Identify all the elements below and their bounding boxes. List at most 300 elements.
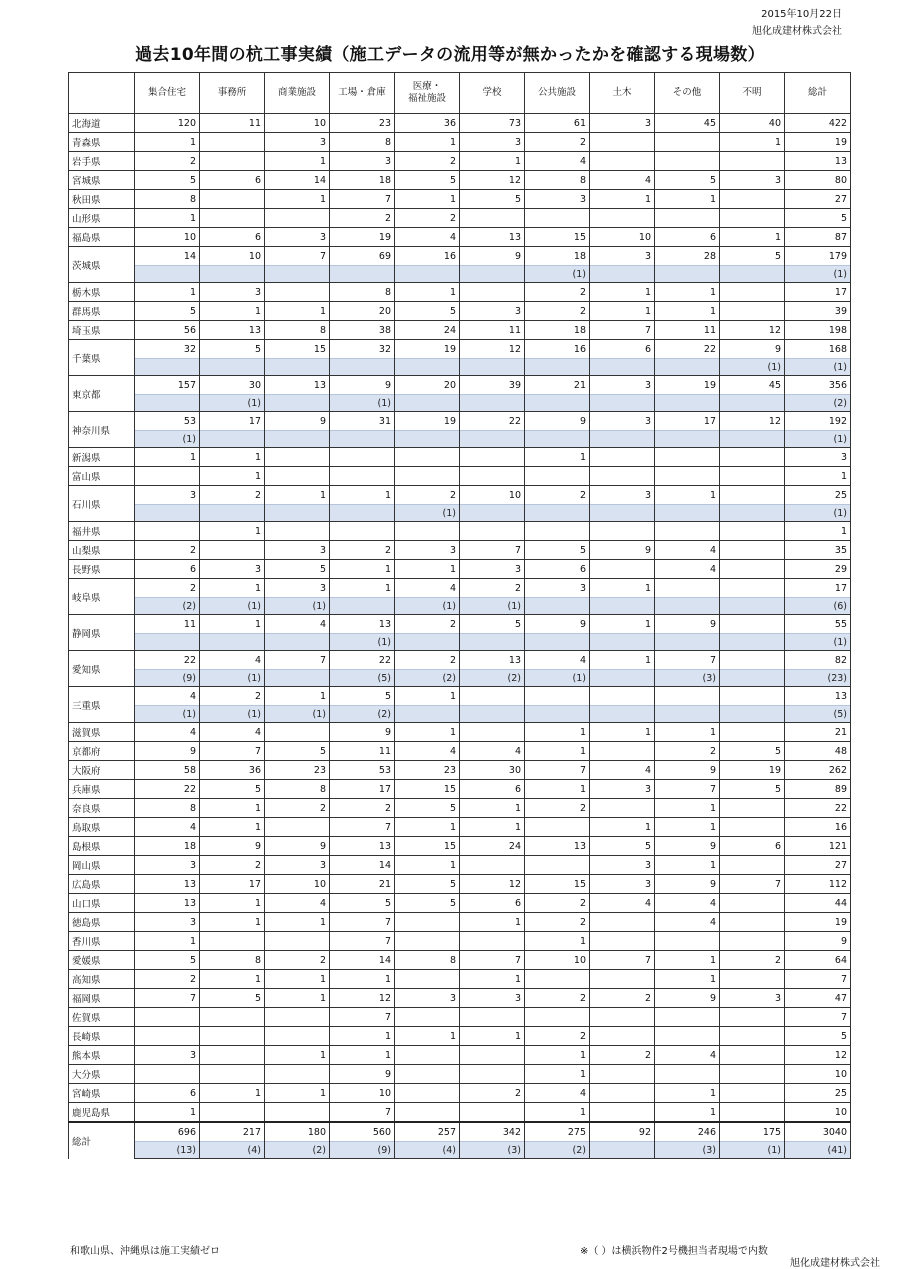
- count-cell: [720, 932, 785, 951]
- count-cell: 1: [265, 302, 330, 321]
- count-cell: 4: [525, 651, 590, 670]
- count-cell: [525, 856, 590, 875]
- count-cell: 13: [330, 615, 395, 634]
- subcount-cell: [330, 505, 395, 522]
- subcount-row: [69, 266, 851, 283]
- count-cell: [135, 467, 200, 486]
- subcount-cell: [265, 505, 330, 522]
- table-row: [69, 522, 851, 541]
- subcount-cell: (1): [525, 670, 590, 687]
- table-row: [69, 742, 851, 761]
- count-cell: 1: [655, 970, 720, 989]
- count-cell: 5: [330, 687, 395, 706]
- subcount-row: [69, 598, 851, 615]
- count-cell: 2: [395, 651, 460, 670]
- count-cell: 9: [265, 837, 330, 856]
- count-cell: 4: [655, 1046, 720, 1065]
- table-row: [69, 209, 851, 228]
- count-cell: 13: [135, 875, 200, 894]
- count-cell: [200, 1065, 265, 1084]
- subcount-cell: (1): [785, 505, 851, 522]
- prefecture-name: 千葉県: [69, 340, 135, 376]
- count-cell: [460, 1046, 525, 1065]
- subcount-cell: [720, 266, 785, 283]
- count-cell: 11: [330, 742, 395, 761]
- subcount-cell: [200, 505, 265, 522]
- count-cell: 2: [135, 152, 200, 171]
- count-cell: [395, 1046, 460, 1065]
- count-cell: 2: [395, 209, 460, 228]
- count-cell: 27: [785, 856, 851, 875]
- table-row: [69, 856, 851, 875]
- subcount-cell: [330, 359, 395, 376]
- subcount-cell: (9): [330, 1142, 395, 1159]
- count-cell: 12: [720, 412, 785, 431]
- count-cell: [460, 687, 525, 706]
- count-cell: 7: [460, 541, 525, 560]
- subcount-cell: (2): [330, 706, 395, 723]
- count-cell: [720, 152, 785, 171]
- table-row: [69, 799, 851, 818]
- subcount-cell: (41): [785, 1142, 851, 1159]
- count-cell: 7: [460, 951, 525, 970]
- count-cell: [590, 970, 655, 989]
- count-cell: 22: [330, 651, 395, 670]
- count-cell: [655, 448, 720, 467]
- count-cell: [720, 894, 785, 913]
- count-cell: 1: [655, 856, 720, 875]
- prefecture-name: 富山県: [69, 467, 135, 486]
- count-cell: 10: [265, 114, 330, 133]
- count-cell: 2: [200, 687, 265, 706]
- count-cell: 2: [330, 799, 395, 818]
- count-cell: 12: [460, 875, 525, 894]
- subcount-cell: [590, 359, 655, 376]
- count-cell: [720, 522, 785, 541]
- page-title: 過去10年間の杭工事実績（施工データの流用等が無かったかを確認する現場数）: [135, 45, 765, 65]
- count-cell: 1: [655, 799, 720, 818]
- count-cell: 3: [590, 376, 655, 395]
- count-cell: 3: [590, 114, 655, 133]
- count-cell: 5: [395, 875, 460, 894]
- subcount-cell: [655, 598, 720, 615]
- count-cell: 6: [135, 1084, 200, 1103]
- count-cell: 1: [200, 818, 265, 837]
- count-cell: 1: [265, 970, 330, 989]
- count-cell: 6: [720, 837, 785, 856]
- prefecture-name: 長野県: [69, 560, 135, 579]
- table-row: [69, 321, 851, 340]
- table-row: [69, 152, 851, 171]
- count-cell: 22: [460, 412, 525, 431]
- subcount-cell: [200, 266, 265, 283]
- count-cell: [395, 522, 460, 541]
- count-cell: 168: [785, 340, 851, 359]
- table-row: [69, 376, 851, 395]
- count-cell: 4: [525, 1084, 590, 1103]
- count-cell: 87: [785, 228, 851, 247]
- count-cell: 5: [395, 171, 460, 190]
- subcount-cell: [135, 359, 200, 376]
- count-cell: 192: [785, 412, 851, 431]
- subcount-cell: [265, 266, 330, 283]
- count-cell: 2: [330, 209, 395, 228]
- count-cell: [720, 209, 785, 228]
- count-cell: [720, 448, 785, 467]
- count-cell: 2: [655, 742, 720, 761]
- count-cell: [460, 856, 525, 875]
- count-cell: [590, 1008, 655, 1027]
- count-cell: 1: [265, 913, 330, 932]
- table-row: [69, 761, 851, 780]
- count-cell: [720, 467, 785, 486]
- count-cell: 13: [785, 152, 851, 171]
- count-cell: 1: [200, 799, 265, 818]
- count-cell: [655, 522, 720, 541]
- count-cell: 2: [525, 799, 590, 818]
- subcount-cell: [655, 266, 720, 283]
- count-cell: 2: [460, 579, 525, 598]
- count-cell: 5: [135, 951, 200, 970]
- count-cell: 4: [590, 894, 655, 913]
- count-cell: [330, 522, 395, 541]
- subcount-cell: [200, 359, 265, 376]
- count-cell: 3: [265, 856, 330, 875]
- prefecture-name: 神奈川県: [69, 412, 135, 448]
- count-cell: 1: [135, 1103, 200, 1123]
- count-cell: 5: [785, 1027, 851, 1046]
- count-cell: 39: [785, 302, 851, 321]
- count-cell: 1: [655, 1084, 720, 1103]
- subcount-cell: [655, 505, 720, 522]
- count-cell: 13: [200, 321, 265, 340]
- subcount-row: [69, 634, 851, 651]
- prefecture-name: 石川県: [69, 486, 135, 522]
- table-row: [69, 133, 851, 152]
- count-cell: 1: [525, 1046, 590, 1065]
- subcount-cell: [330, 431, 395, 448]
- count-cell: 13: [525, 837, 590, 856]
- count-cell: 5: [785, 209, 851, 228]
- count-cell: 1: [200, 467, 265, 486]
- count-cell: 14: [135, 247, 200, 266]
- count-cell: 1: [330, 579, 395, 598]
- count-cell: [460, 723, 525, 742]
- count-cell: 2: [200, 486, 265, 505]
- count-cell: [590, 799, 655, 818]
- count-cell: [525, 522, 590, 541]
- count-cell: 17: [785, 283, 851, 302]
- table-row: [69, 951, 851, 970]
- subcount-cell: [460, 634, 525, 651]
- count-cell: 8: [135, 799, 200, 818]
- count-cell: [460, 1008, 525, 1027]
- count-cell: [590, 209, 655, 228]
- count-cell: 8: [330, 133, 395, 152]
- count-cell: 4: [460, 742, 525, 761]
- count-cell: 2: [395, 152, 460, 171]
- count-cell: [590, 687, 655, 706]
- count-cell: [720, 1027, 785, 1046]
- count-cell: 5: [460, 615, 525, 634]
- count-cell: 17: [655, 412, 720, 431]
- count-cell: [590, 522, 655, 541]
- count-cell: 3040: [785, 1122, 851, 1142]
- column-header: 不明: [720, 73, 785, 114]
- subcount-cell: [590, 706, 655, 723]
- count-cell: 9: [655, 875, 720, 894]
- count-cell: 1: [265, 989, 330, 1008]
- table-row: [69, 818, 851, 837]
- subcount-cell: [590, 395, 655, 412]
- table-row: [69, 913, 851, 932]
- count-cell: 6: [200, 228, 265, 247]
- count-cell: 44: [785, 894, 851, 913]
- count-cell: 121: [785, 837, 851, 856]
- count-cell: 422: [785, 114, 851, 133]
- prefecture-name: 岡山県: [69, 856, 135, 875]
- subcount-cell: (1): [395, 598, 460, 615]
- count-cell: [395, 932, 460, 951]
- count-cell: 1: [200, 448, 265, 467]
- count-cell: 1: [395, 687, 460, 706]
- count-cell: [265, 723, 330, 742]
- count-cell: [720, 1084, 785, 1103]
- count-cell: 1: [590, 615, 655, 634]
- count-cell: 1: [330, 970, 395, 989]
- table-row: [69, 467, 851, 486]
- subcount-cell: (1): [785, 634, 851, 651]
- subcount-cell: (1): [200, 706, 265, 723]
- count-cell: 61: [525, 114, 590, 133]
- count-cell: 23: [265, 761, 330, 780]
- count-cell: 13: [330, 837, 395, 856]
- count-cell: 7: [720, 875, 785, 894]
- subcount-cell: [590, 670, 655, 687]
- count-cell: [720, 1065, 785, 1084]
- count-cell: 4: [590, 761, 655, 780]
- count-cell: 2: [525, 283, 590, 302]
- count-cell: 4: [590, 171, 655, 190]
- count-cell: 7: [200, 742, 265, 761]
- count-cell: 7: [330, 1103, 395, 1123]
- subcount-cell: [135, 505, 200, 522]
- count-cell: 3: [720, 989, 785, 1008]
- count-cell: [720, 687, 785, 706]
- count-cell: 18: [525, 321, 590, 340]
- count-cell: [460, 448, 525, 467]
- count-cell: 13: [135, 894, 200, 913]
- column-header: 学校: [460, 73, 525, 114]
- subcount-cell: [395, 359, 460, 376]
- subcount-cell: [655, 359, 720, 376]
- column-header: 事務所: [200, 73, 265, 114]
- count-cell: 80: [785, 171, 851, 190]
- count-cell: [200, 1008, 265, 1027]
- subcount-cell: [720, 706, 785, 723]
- prefecture-name: 島根県: [69, 837, 135, 856]
- count-cell: 1: [330, 1027, 395, 1046]
- count-cell: 5: [200, 340, 265, 359]
- header-corner: [69, 73, 135, 114]
- prefecture-name: 宮城県: [69, 171, 135, 190]
- subcount-cell: [265, 359, 330, 376]
- prefecture-name: 山形県: [69, 209, 135, 228]
- count-cell: 2: [525, 913, 590, 932]
- count-cell: 16: [785, 818, 851, 837]
- count-cell: 16: [395, 247, 460, 266]
- prefecture-name: 鳥取県: [69, 818, 135, 837]
- count-cell: 3: [135, 856, 200, 875]
- table-row: [69, 932, 851, 951]
- count-cell: 19: [720, 761, 785, 780]
- subcount-cell: [655, 395, 720, 412]
- count-cell: 1: [395, 856, 460, 875]
- count-cell: 8: [330, 283, 395, 302]
- count-cell: 29: [785, 560, 851, 579]
- count-cell: 3: [265, 579, 330, 598]
- count-cell: 9: [135, 742, 200, 761]
- count-cell: 1: [395, 1027, 460, 1046]
- count-cell: 12: [330, 989, 395, 1008]
- count-cell: 1: [525, 1065, 590, 1084]
- count-cell: 6: [590, 340, 655, 359]
- count-cell: 38: [330, 321, 395, 340]
- count-cell: 20: [330, 302, 395, 321]
- count-cell: 1: [590, 302, 655, 321]
- count-cell: 1: [525, 448, 590, 467]
- subcount-cell: (1): [200, 395, 265, 412]
- prefecture-name: 宮崎県: [69, 1084, 135, 1103]
- report-date: 2015年10月22日: [761, 9, 842, 20]
- table-row: [69, 340, 851, 359]
- count-cell: 4: [395, 228, 460, 247]
- count-cell: 1: [460, 152, 525, 171]
- column-header: 医療・ 福祉施設: [395, 73, 460, 114]
- subcount-row: [69, 706, 851, 723]
- count-cell: [590, 152, 655, 171]
- count-cell: [655, 209, 720, 228]
- company-name-header: 旭化成建材株式会社: [752, 26, 842, 37]
- count-cell: 1: [200, 894, 265, 913]
- count-cell: [135, 522, 200, 541]
- subcount-row: [69, 1142, 851, 1159]
- prefecture-name: 兵庫県: [69, 780, 135, 799]
- prefecture-name: 愛媛県: [69, 951, 135, 970]
- count-cell: 7: [330, 1008, 395, 1027]
- subcount-cell: (9): [135, 670, 200, 687]
- subcount-cell: [460, 706, 525, 723]
- count-cell: 1: [395, 190, 460, 209]
- count-cell: [460, 467, 525, 486]
- count-cell: [460, 283, 525, 302]
- count-cell: [720, 856, 785, 875]
- subcount-cell: [135, 395, 200, 412]
- count-cell: [720, 1046, 785, 1065]
- count-cell: [655, 932, 720, 951]
- count-cell: 18: [135, 837, 200, 856]
- count-cell: 275: [525, 1122, 590, 1142]
- subcount-cell: (4): [395, 1142, 460, 1159]
- count-cell: [720, 615, 785, 634]
- count-cell: 24: [395, 321, 460, 340]
- count-cell: [265, 209, 330, 228]
- count-cell: 8: [525, 171, 590, 190]
- prefecture-name: 茨城県: [69, 247, 135, 283]
- count-cell: 3: [590, 780, 655, 799]
- count-cell: 4: [655, 894, 720, 913]
- count-cell: 18: [330, 171, 395, 190]
- subcount-cell: (1): [265, 706, 330, 723]
- subcount-cell: (6): [785, 598, 851, 615]
- count-cell: 11: [135, 615, 200, 634]
- count-cell: 3: [265, 541, 330, 560]
- count-cell: 11: [460, 321, 525, 340]
- count-cell: [395, 1103, 460, 1123]
- count-cell: 560: [330, 1122, 395, 1142]
- subcount-cell: [330, 266, 395, 283]
- table-row: [69, 1027, 851, 1046]
- subcount-cell: (3): [460, 1142, 525, 1159]
- count-cell: [655, 687, 720, 706]
- count-cell: 56: [135, 321, 200, 340]
- subcount-cell: [720, 634, 785, 651]
- count-cell: 5: [135, 171, 200, 190]
- count-cell: 5: [590, 837, 655, 856]
- count-cell: 10: [525, 951, 590, 970]
- count-cell: [720, 541, 785, 560]
- count-cell: 3: [590, 486, 655, 505]
- count-cell: 3: [200, 560, 265, 579]
- count-cell: 47: [785, 989, 851, 1008]
- table-row: [69, 1084, 851, 1103]
- count-cell: 6: [460, 894, 525, 913]
- subcount-cell: [525, 359, 590, 376]
- table-row: [69, 651, 851, 670]
- count-cell: [720, 579, 785, 598]
- subcount-row: [69, 670, 851, 687]
- count-cell: 25: [785, 1084, 851, 1103]
- count-cell: 19: [655, 376, 720, 395]
- count-cell: 1: [590, 283, 655, 302]
- count-cell: 2: [590, 989, 655, 1008]
- count-cell: 1: [525, 780, 590, 799]
- count-cell: 5: [395, 302, 460, 321]
- count-cell: 9: [460, 247, 525, 266]
- count-cell: 342: [460, 1122, 525, 1142]
- subcount-cell: [590, 266, 655, 283]
- count-cell: 257: [395, 1122, 460, 1142]
- table-row: [69, 579, 851, 598]
- count-cell: 36: [395, 114, 460, 133]
- column-header: 土木: [590, 73, 655, 114]
- count-cell: 5: [200, 780, 265, 799]
- table-row: [69, 448, 851, 467]
- count-cell: [720, 913, 785, 932]
- count-cell: 1: [135, 932, 200, 951]
- table-row: [69, 1046, 851, 1065]
- subcount-cell: (5): [330, 670, 395, 687]
- count-cell: 2: [265, 951, 330, 970]
- count-cell: 20: [395, 376, 460, 395]
- table-row: [69, 171, 851, 190]
- subcount-cell: [590, 505, 655, 522]
- count-cell: 2: [395, 486, 460, 505]
- subcount-cell: (2): [395, 670, 460, 687]
- count-cell: 2: [330, 541, 395, 560]
- count-cell: 8: [395, 951, 460, 970]
- count-cell: [590, 1103, 655, 1123]
